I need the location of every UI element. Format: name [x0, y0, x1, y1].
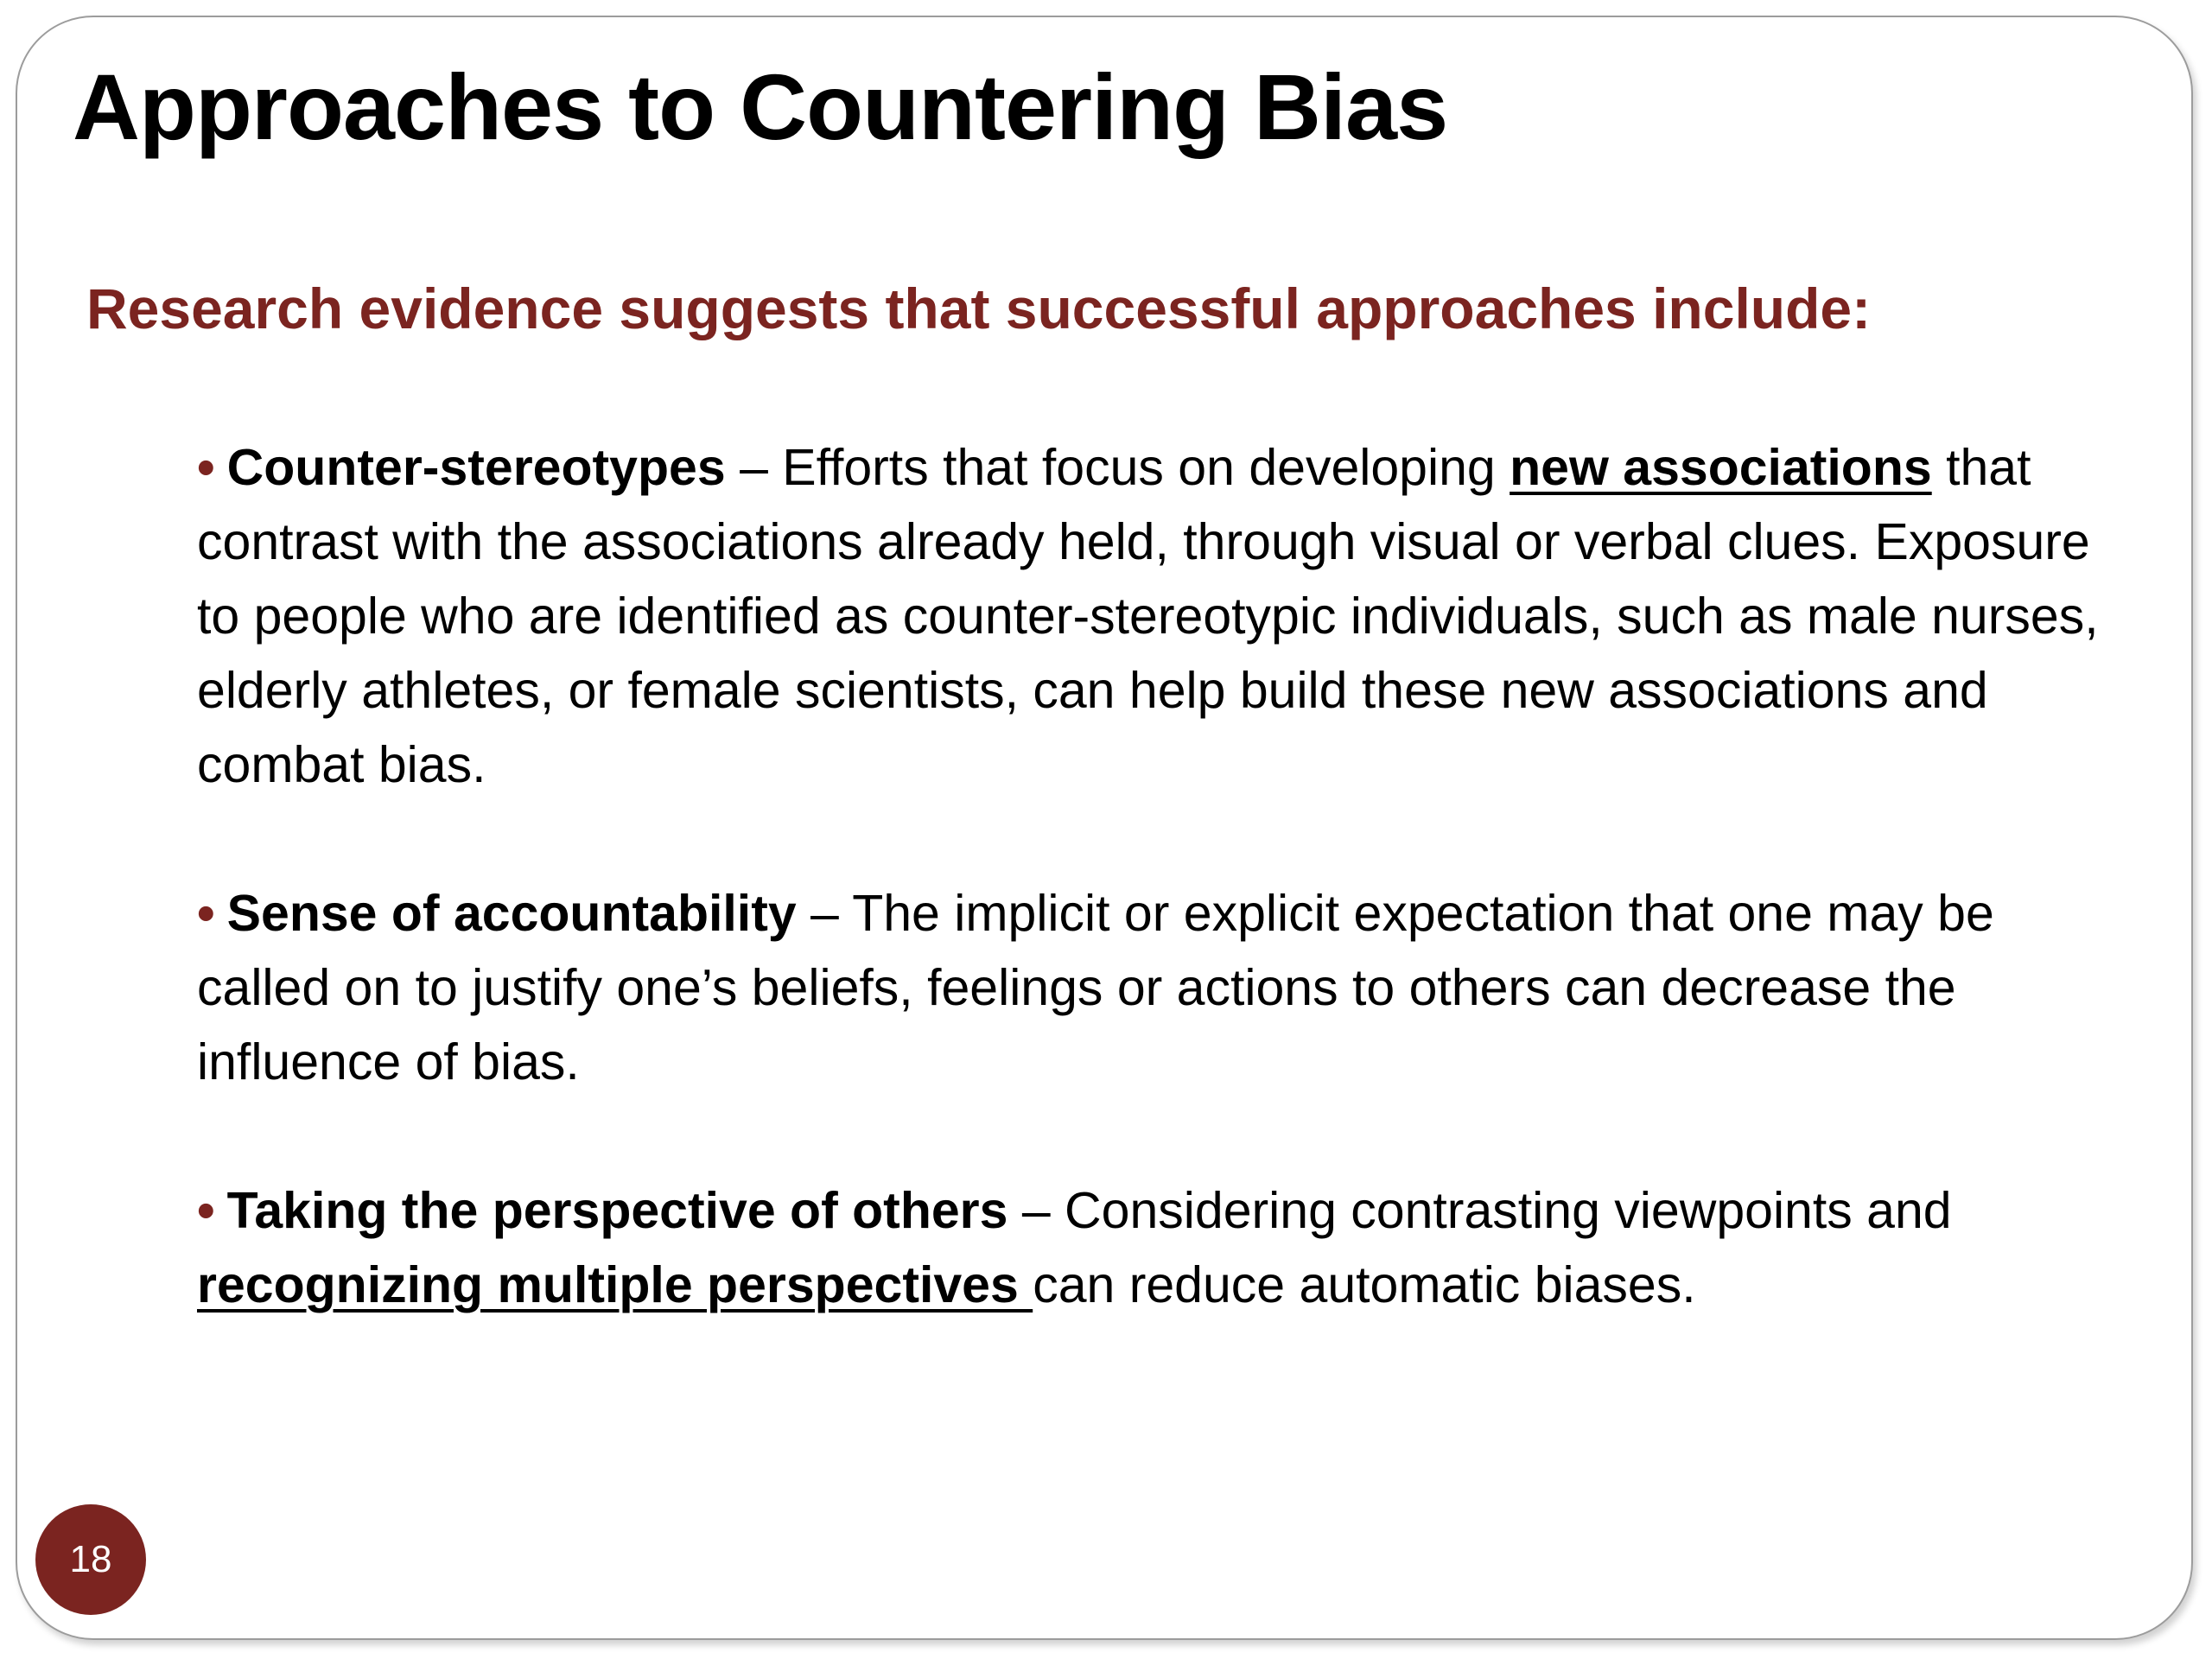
bullet-term: Counter-stereotypes — [226, 439, 726, 496]
bullet-text: that contrast with the associations already held, through visual or verbal clues. Exposure to people who are identified as counter-stereotypic individuals, such as male nurses, elderly athletes, or female scientists, can help build these new associations and combat bias. — [197, 439, 2099, 793]
bullet-term: Sense of accountability — [226, 885, 797, 942]
bullet-emphasis: recognizing multiple perspectives — [197, 1256, 1033, 1313]
page-number-badge: 18 — [35, 1504, 146, 1615]
bullet-perspective-taking — [197, 1173, 2124, 1322]
bullet-list — [197, 430, 2124, 1396]
bullet-counter-stereotypes — [197, 430, 2124, 802]
bullet-text: can reduce automatic biases. — [1033, 1256, 1696, 1313]
bullet-text: – Considering contrasting viewpoints and — [1007, 1182, 1952, 1239]
bullet-emphasis: new associations — [1510, 439, 1932, 496]
bullet-text: – The implicit or explicit expectation that one may be called on to justify one’s beliefs, feelings or actions to others can decrease the influence of bias. — [197, 885, 1994, 1090]
bullet-term: Taking the perspective of others — [226, 1182, 1008, 1239]
bullet-marker: • — [197, 885, 215, 942]
bullet-marker: • — [197, 439, 215, 496]
bullet-accountability — [197, 876, 2124, 1099]
bullet-marker: • — [197, 1182, 215, 1239]
slide-subtitle: Research evidence suggests that successful approaches include: — [86, 276, 1872, 340]
slide-title: Approaches to Countering Bias — [73, 54, 1448, 159]
bullet-text: – Efforts that focus on developing — [725, 439, 1510, 496]
